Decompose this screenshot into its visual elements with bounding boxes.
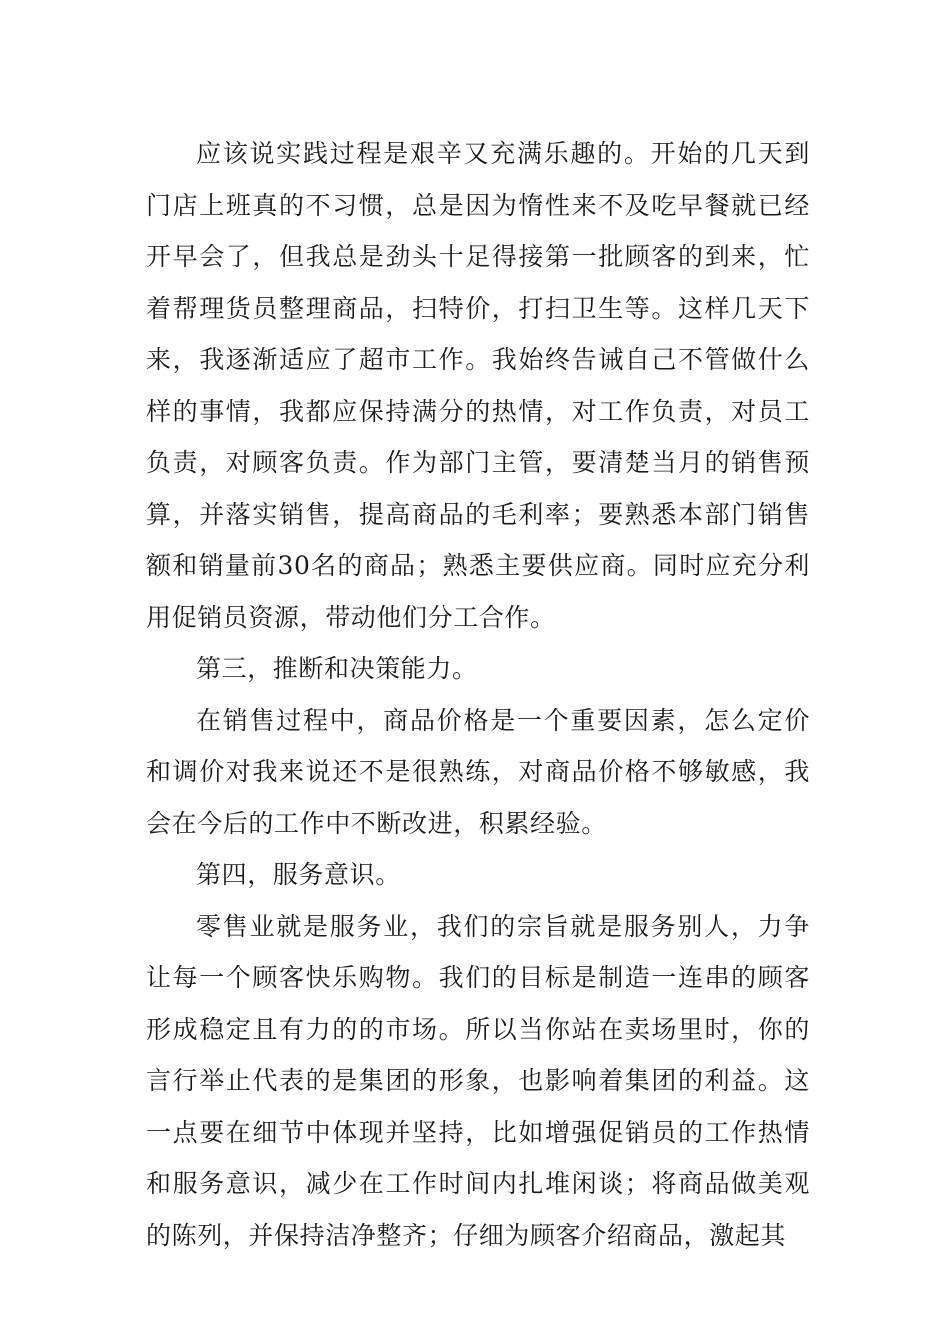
heading-third-judgment: 第三，推断和决策能力。	[196, 654, 478, 683]
document-body	[146, 128, 810, 1261]
heading-fourth-service: 第四，服务意识。	[196, 860, 401, 889]
paragraph-practice-process: 应该说实践过程是艰辛又充满乐趣的。开始的几天到门店上班真的不习惯，总是因为惰性来不及吃早餐就已经开早会了，但我总是劲头十足得接第一批顾客的到来，忙着帮理货员整理商品，扫特价，打扫卫生等。这样几天下来，我逐渐适应了超市工作。我始终告诫自己不管做什么样的事情，我都应保持满分的热情，对工作负责，对员工负责，对顾客负责。作为部门主管，要清楚当月的销售预算，并落实销售，提高商品的毛利率；要熟悉本部门销售额和销量前30名的商品；熟悉主要供应商。同时应充分利用促销员资源，带动他们分工合作。	[146, 139, 810, 632]
paragraph-pricing: 在销售过程中，商品价格是一个重要因素，怎么定价和调价对我来说还不是很熟练，对商品价格不够敏感，我会在今后的工作中不断改进，积累经验。	[146, 705, 810, 838]
paragraph-service-awareness: 零售业就是服务业，我们的宗旨就是服务别人，力争让每一个顾客快乐购物。我们的目标是制造一连串的顾客形成稳定且有力的的市场。所以当你站在卖场里时，你的言行举止代表的是集团的形象，也影响着集团的利益。这一点要在细节中体现并坚持，比如增强促销员的工作热情和服务意识，减少在工作时间内扎堆闲谈；将商品做美观的陈列，并保持洁净整齐；仔细为顾客介绍商品，激起其	[146, 911, 810, 1250]
